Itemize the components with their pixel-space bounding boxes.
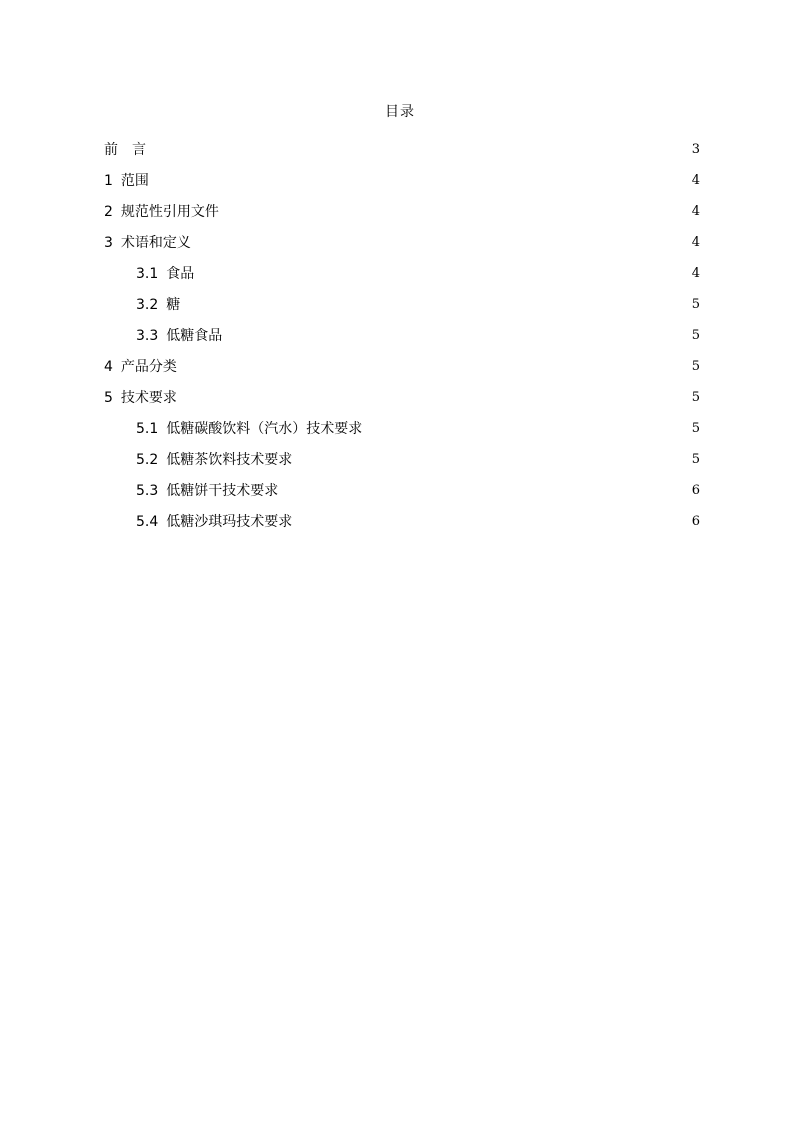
toc-page-number: 5 <box>691 389 700 405</box>
toc-entry-title: 技术要求 <box>120 389 177 406</box>
toc-leader-dots <box>225 331 688 345</box>
toc-entry-title: 术语和定义 <box>120 234 191 251</box>
toc-entry-title: 低糖碳酸饮料（汽水）技术要求 <box>166 420 363 437</box>
toc-section-number: 1 <box>104 172 113 189</box>
toc-leader-dots <box>183 300 688 314</box>
page-title: 目录 <box>385 104 415 120</box>
toc-section-number: 5.4 <box>136 513 159 530</box>
toc-section-number: 5.1 <box>136 420 159 437</box>
toc-leader-dots <box>365 424 688 438</box>
toc-page-number: 4 <box>691 203 700 219</box>
toc-entry-title: 低糖饼干技术要求 <box>166 482 279 499</box>
toc-leader-dots <box>194 238 689 252</box>
toc-section-number: 3.3 <box>136 327 159 344</box>
toc-page-number: 6 <box>691 513 700 529</box>
toc-section-number: 5.2 <box>136 451 159 468</box>
toc-leader-dots <box>152 176 689 190</box>
toc-leader-dots <box>180 393 689 407</box>
toc-page-number: 5 <box>691 420 700 436</box>
toc-entry-3-1[interactable] <box>104 258 700 289</box>
toc-section-number: 5 <box>104 389 113 406</box>
toc-leader-dots <box>180 362 689 376</box>
toc-section-number: 5.3 <box>136 482 159 499</box>
toc-page-number: 4 <box>691 234 700 250</box>
toc-entry-title: 低糖食品 <box>166 327 223 344</box>
toc-entry-title: 产品分类 <box>120 358 177 375</box>
toc-entry-2[interactable] <box>104 196 700 227</box>
toc-page-number: 3 <box>691 141 700 157</box>
toc-leader-dots <box>149 145 689 159</box>
toc-entry-3-2[interactable] <box>104 289 700 320</box>
toc-section-number: 2 <box>104 203 113 220</box>
toc-page-number: 4 <box>691 265 700 281</box>
toc-entry-5-3[interactable] <box>104 475 700 506</box>
toc-entry-title: 范围 <box>120 172 149 189</box>
toc-leader-dots <box>281 486 688 500</box>
toc-entry-5-1[interactable] <box>104 413 700 444</box>
toc-leader-dots <box>222 207 689 221</box>
toc-page-number: 4 <box>691 172 700 188</box>
toc-entry-title: 食品 <box>166 265 195 282</box>
toc-section-number: 3.1 <box>136 265 159 282</box>
toc-entry-preface[interactable] <box>104 134 700 165</box>
toc-entry-4[interactable] <box>104 351 700 382</box>
toc-entry-title: 前 言 <box>104 141 146 158</box>
toc-entry-title: 低糖茶饮料技术要求 <box>166 451 293 468</box>
toc-entry-5[interactable] <box>104 382 700 413</box>
toc-entry-3-3[interactable] <box>104 320 700 351</box>
toc-page-number: 5 <box>691 358 700 374</box>
toc-page-number: 6 <box>691 482 700 498</box>
toc-entry-1[interactable] <box>104 165 700 196</box>
toc-entry-3[interactable] <box>104 227 700 258</box>
toc-page-number: 5 <box>691 327 700 343</box>
toc-entry-5-2[interactable] <box>104 444 700 475</box>
toc-leader-dots <box>295 455 688 469</box>
toc-leader-dots <box>197 269 688 283</box>
toc-entry-title: 糖 <box>166 296 181 313</box>
toc-section-number: 3 <box>104 234 113 251</box>
toc-entry-title: 规范性引用文件 <box>120 203 219 220</box>
toc-entry-5-4[interactable] <box>104 506 700 537</box>
toc-leader-dots <box>295 517 688 531</box>
toc-page-number: 5 <box>691 451 700 467</box>
toc-page-number: 5 <box>691 296 700 312</box>
toc-section-number: 3.2 <box>136 296 159 313</box>
toc-section-number: 4 <box>104 358 113 375</box>
toc-entry-title: 低糖沙琪玛技术要求 <box>166 513 293 530</box>
table-of-contents <box>104 134 700 537</box>
